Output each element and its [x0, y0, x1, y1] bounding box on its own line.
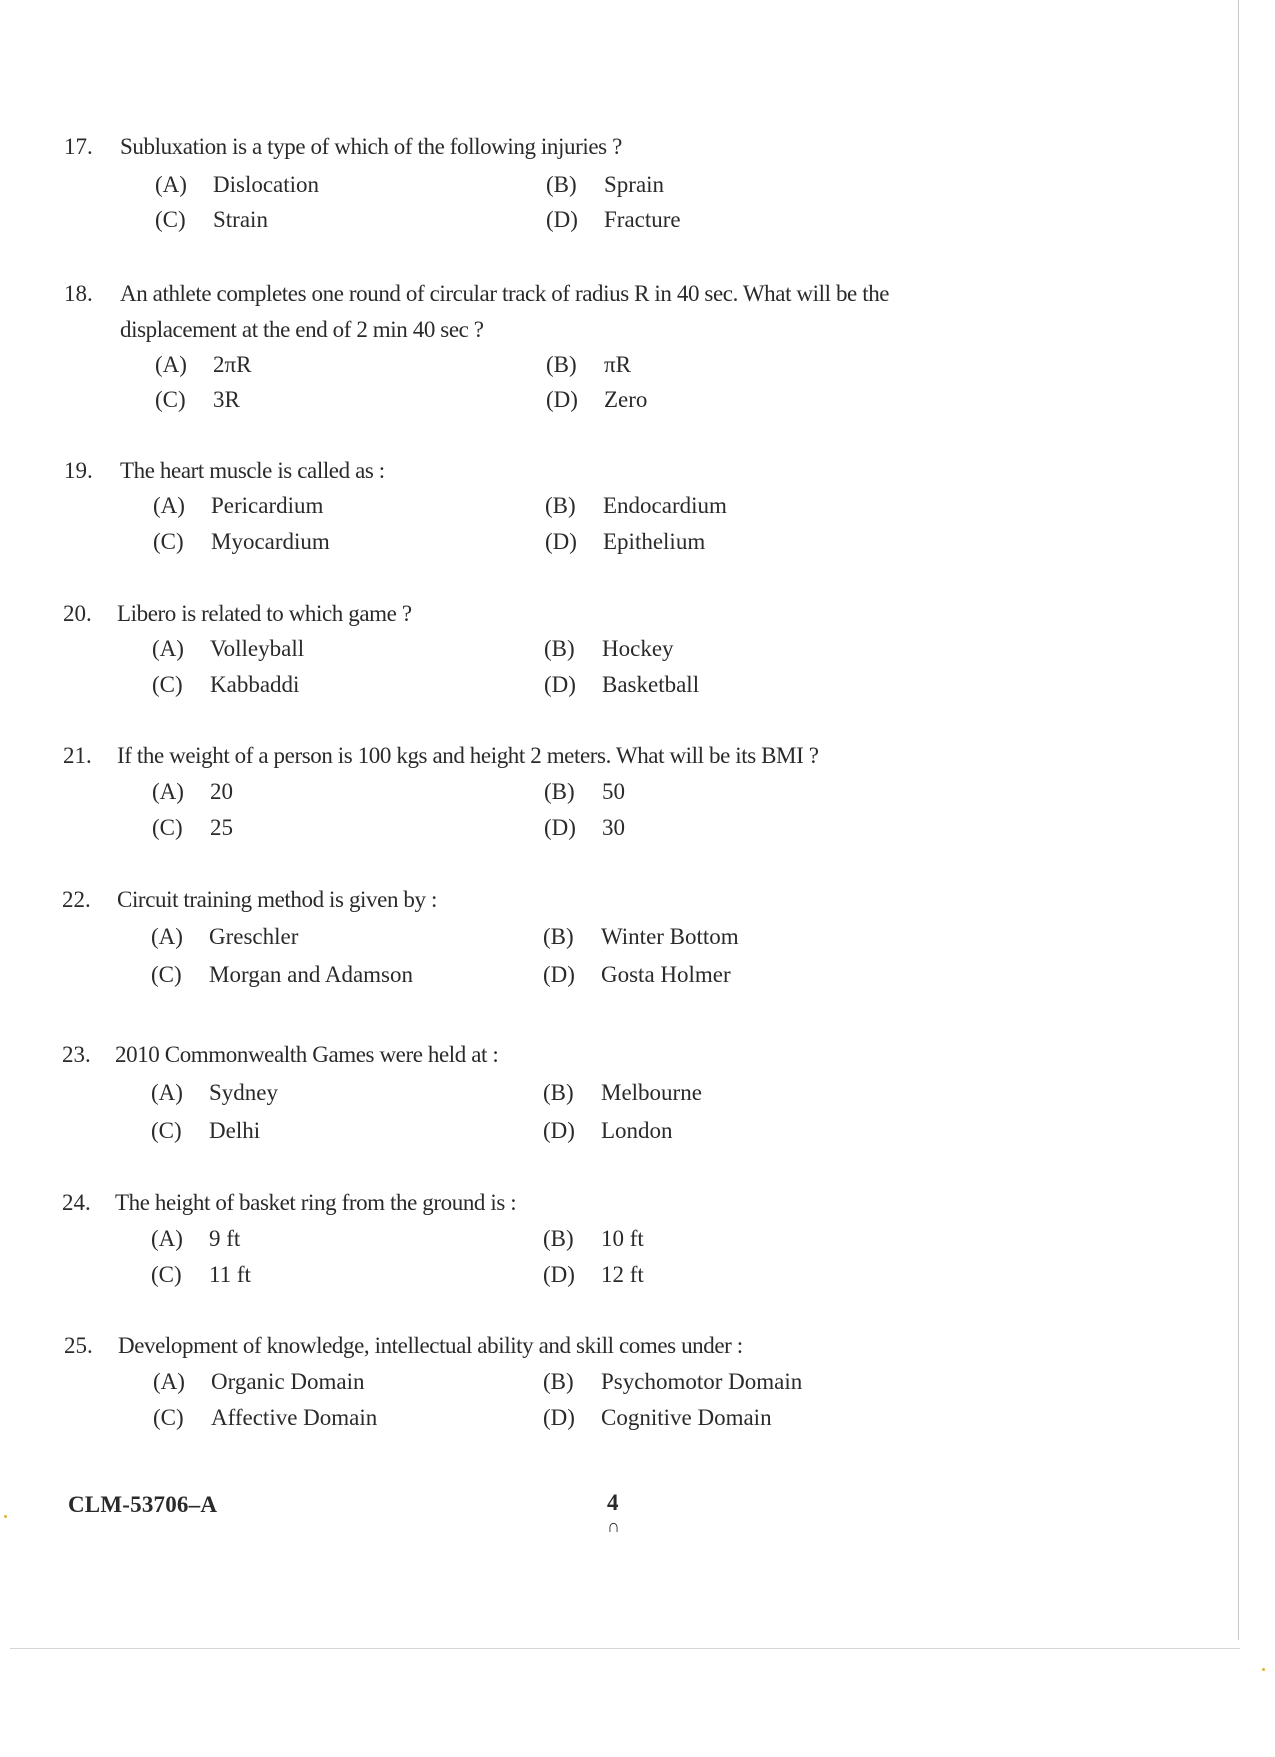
- question-number: 25.: [64, 1333, 93, 1358]
- question-number: 18.: [64, 281, 93, 306]
- question-17: [0, 133, 1230, 253]
- page-bottom-line: [10, 1648, 1240, 1649]
- option-c: (C) Affective Domain: [153, 1405, 378, 1430]
- question-text: The height of basket ring from the ground is :: [115, 1190, 517, 1215]
- option-a: (A) 2πR: [155, 352, 252, 377]
- page-number: 4: [607, 1490, 619, 1515]
- option-b: (B) Psychomotor Domain: [543, 1369, 803, 1394]
- question-20: [0, 600, 1230, 720]
- option-d: (D) Fracture: [546, 207, 681, 232]
- question-text: The heart muscle is called as :: [120, 458, 385, 483]
- question-number: 20.: [63, 601, 92, 626]
- option-c: (C) Morgan and Adamson: [151, 962, 414, 987]
- page-mark: ∩: [607, 1516, 620, 1536]
- option-d: (D) 12 ft: [543, 1262, 644, 1287]
- option-c: (C) Delhi: [151, 1118, 261, 1143]
- question-number: 17.: [64, 134, 93, 159]
- question-text: Circuit training method is given by :: [117, 887, 437, 912]
- question-text: Development of knowledge, intellectual ability and skill comes under :: [118, 1333, 743, 1358]
- option-c: (C) Kabbaddi: [152, 672, 300, 697]
- question-19: [0, 457, 1230, 577]
- option-d: (D) Gosta Holmer: [543, 962, 731, 987]
- question-25: [0, 1332, 1230, 1452]
- option-a: (A) 20: [152, 779, 233, 804]
- question-23: [0, 1041, 1230, 1161]
- option-c: (C) 3R: [155, 387, 240, 412]
- option-a: (A) Greschler: [151, 924, 299, 949]
- scan-speck: [4, 1515, 7, 1518]
- option-b: (B) πR: [546, 352, 631, 377]
- option-a: (A) Dislocation: [155, 172, 320, 197]
- option-d: (D) Epithelium: [545, 529, 706, 554]
- question-18: [0, 280, 1230, 430]
- question-22: [0, 886, 1230, 1006]
- question-number: 24.: [62, 1190, 91, 1215]
- question-text: 2010 Commonwealth Games were held at :: [115, 1042, 499, 1067]
- option-c: (C) 11 ft: [151, 1262, 251, 1287]
- scan-speck: [1262, 1668, 1265, 1671]
- option-c: (C) Myocardium: [153, 529, 330, 554]
- option-b: (B) Winter Bottom: [543, 924, 739, 949]
- question-text: If the weight of a person is 100 kgs and height 2 meters. What will be its BMI ?: [117, 743, 819, 768]
- option-b: (B) Melbourne: [543, 1080, 702, 1105]
- question-21: [0, 742, 1230, 862]
- option-d: (D) Basketball: [544, 672, 700, 697]
- option-d: (D) Cognitive Domain: [543, 1405, 772, 1430]
- question-number: 21.: [63, 743, 92, 768]
- question-text: Subluxation is a type of which of the following injuries ?: [120, 134, 622, 159]
- option-b: (B) Hockey: [544, 636, 674, 661]
- option-d: (D) 30: [544, 815, 625, 840]
- option-c: (C) 25: [152, 815, 233, 840]
- option-b: (B) 10 ft: [543, 1226, 644, 1251]
- option-c: (C) Strain: [155, 207, 268, 232]
- paper-code: CLM-53706–A: [68, 1492, 218, 1517]
- question-number: 22.: [62, 887, 91, 912]
- option-b: (B) 50: [544, 779, 625, 804]
- option-d: (D) London: [543, 1118, 673, 1143]
- page-edge-line: [1238, 0, 1239, 1640]
- question-text: Libero is related to which game ?: [117, 601, 412, 626]
- option-a: (A) 9 ft: [151, 1226, 241, 1251]
- option-a: (A) Volleyball: [152, 636, 305, 661]
- option-b: (B) Endocardium: [545, 493, 727, 518]
- option-a: (A) Organic Domain: [153, 1369, 365, 1394]
- question-24: [0, 1189, 1230, 1309]
- option-b: (B) Sprain: [546, 172, 665, 197]
- option-a: (A) Pericardium: [153, 493, 324, 518]
- question-number: 23.: [62, 1042, 91, 1067]
- option-d: (D) Zero: [546, 387, 648, 412]
- question-text: An athlete completes one round of circular track of radius R in 40 sec. What will be the displacement at the end of 2 min 40 sec ?: [120, 281, 890, 342]
- option-a: (A) Sydney: [151, 1080, 278, 1105]
- question-number: 19.: [64, 458, 93, 483]
